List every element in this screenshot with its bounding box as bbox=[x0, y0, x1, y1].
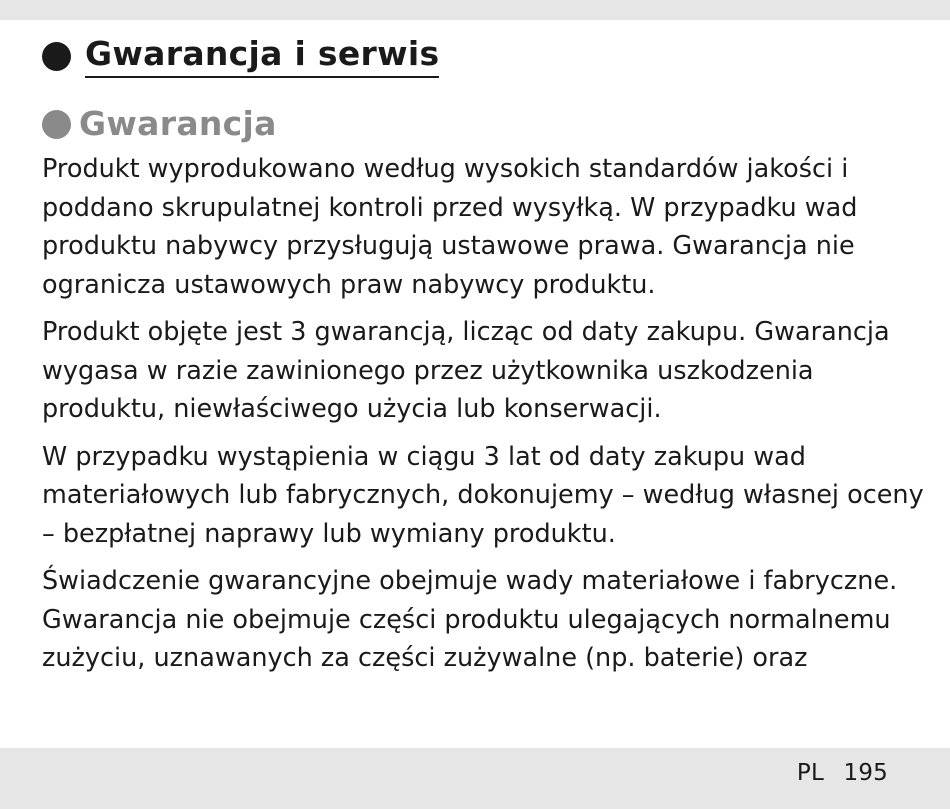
text-line: Produkt objęte jest 3 gwarancją, licząc od daty zakupu. Gwarancja bbox=[42, 317, 890, 347]
text-line: wygasa w razie zawinionego przez użytkownika uszkodzenia bbox=[42, 355, 814, 386]
text-line: – bezpłatnej naprawy lub wymiany produktu. bbox=[42, 518, 616, 549]
subsection-heading: Gwarancja bbox=[79, 104, 277, 143]
text-line: ogranicza ustawowych praw nabywcy produktu. bbox=[42, 269, 656, 300]
section-heading: Gwarancja i serwis bbox=[85, 34, 439, 78]
section-heading-row bbox=[42, 34, 439, 78]
paragraph bbox=[42, 313, 912, 429]
text-line: W przypadku wystąpienia w ciągu 3 lat od daty zakupu wad bbox=[42, 441, 806, 472]
text-line: produktu, niewłaściwego użycia lub konserwacji. bbox=[42, 394, 662, 424]
text-line: zużyciu, uznawanych za części zużywalne (np. baterie) oraz bbox=[42, 643, 808, 673]
subsection-heading-row bbox=[42, 103, 277, 145]
paragraph bbox=[42, 562, 912, 678]
paragraph bbox=[42, 150, 912, 304]
text-line: materiałowych lub fabrycznych, dokonujemy – według własnej oceny bbox=[42, 480, 924, 510]
subheading-bullet-icon bbox=[42, 110, 71, 139]
text-line: poddano skrupulatnej kontroli przed wysyłką. W przypadku wad bbox=[42, 192, 858, 223]
text-line: Świadczenie gwarancyjne obejmuje wady materiałowe i fabryczne. bbox=[42, 566, 898, 596]
paragraph bbox=[42, 438, 924, 554]
top-band bbox=[0, 0, 950, 20]
text-line: Produkt wyprodukowano według wysokich standardów jakości i bbox=[42, 154, 849, 184]
heading-bullet-icon bbox=[42, 42, 71, 71]
language-code: PL bbox=[796, 760, 824, 786]
page-number: 195 bbox=[843, 760, 888, 786]
page-footer bbox=[797, 760, 888, 786]
text-line: Gwarancja nie obejmuje części produktu ulegających normalnemu bbox=[42, 604, 891, 635]
body-text bbox=[42, 150, 924, 687]
text-line: produktu nabywcy przysługują ustawowe prawa. Gwarancja nie bbox=[42, 231, 855, 261]
